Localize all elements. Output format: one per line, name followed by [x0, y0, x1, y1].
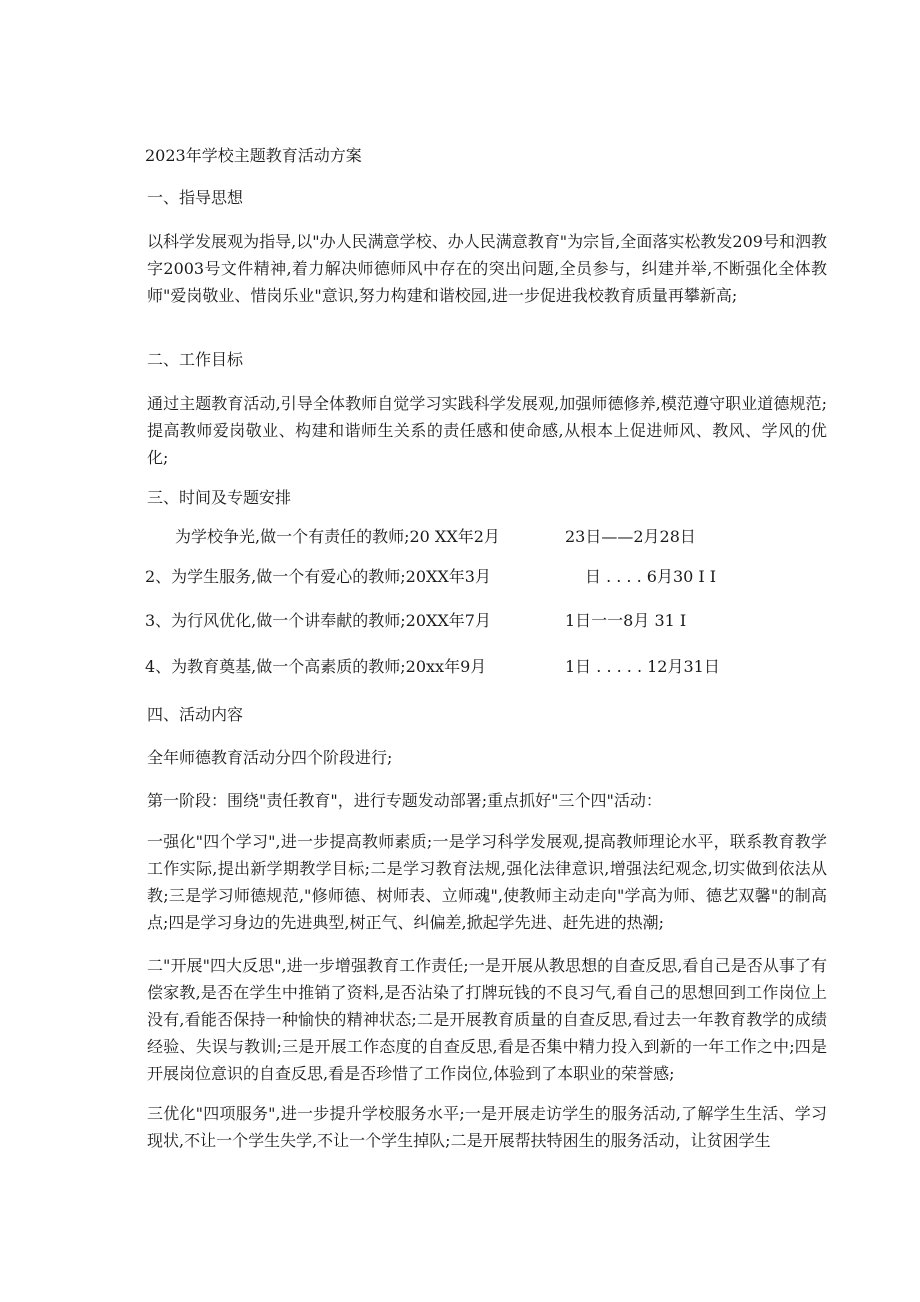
- schedule-topic: 3、为行风优化,做一个讲奉献的教师;20XX年7月: [145, 611, 491, 630]
- schedule-topic: 为学校争光,做一个有责任的教师;20 XX年2月: [175, 527, 500, 546]
- paragraph-text: 以科学发展观为指导,以"办人民满意学校、办人民满意教育"为宗旨,全面落实松教发209号和泗教字2003号文件精神,着力解决师德师风中存在的突出问题,全员参与，纠建并举,不断强化全体教师"爱岗敬业、惜岗乐业"意识,努力构建和谐校园,进一步促进我校教育质量再攀新高;: [147, 232, 827, 305]
- paragraph-text: 三优化"四项服务",进一步提升学校服务水平;一是开展走访学生的服务活动,了解学生生活、学习现状,不让一个学生失学,不让一个学生掉队;二是开展帮扶特困生的服务活动，让贫困学生: [147, 1104, 827, 1150]
- section-heading-activity-content: 四、活动内容: [147, 705, 244, 724]
- paragraph-four-reflections: [147, 952, 827, 1087]
- schedule-topic: 4、为教育奠基,做一个高素质的教师;20xx年9月: [145, 657, 487, 676]
- document-title: 2023年学校主题教育活动方案: [145, 146, 362, 165]
- paragraph-stage-one: 第一阶段：围绕"责任教育"，进行专题发动部署;重点抓好"三个四"活动：: [147, 791, 662, 810]
- paragraph-guiding-thought: [147, 228, 827, 309]
- schedule-dates: 1日一一8月 31 I: [565, 611, 687, 630]
- paragraph-text: 二"开展"四大反思",进一步增强教育工作责任;一是开展从教思想的自查反思,看自己是否从事了有偿家教,是否在学生中推销了资料,是否沾染了打牌玩钱的不良习气,看自己的思想回到工作岗位上没有,看能否保持一种愉快的精神状态;二是开展教育质量的自查反思,看过去一年教育教学的成绩经验、失误与教训;三是开展工作态度的自查反思,看是否集中精力投入到新的一年工作之中;四是开展岗位意识的自查反思,看是否珍惜了工作岗位,体验到了本职业的荣誉感;: [147, 956, 827, 1083]
- section-heading-schedule: 三、时间及专题安排: [147, 488, 292, 507]
- schedule-dates: 日 . . . . 6月30 I I: [585, 567, 717, 586]
- schedule-row: [175, 526, 875, 548]
- section-heading-guiding-thought: 一、指导思想: [147, 188, 244, 207]
- schedule-topic: 2、为学生服务,做一个有爱心的教师;20XX年3月: [145, 567, 491, 586]
- paragraph-activity-intro: 全年师德教育活动分四个阶段进行;: [147, 748, 393, 767]
- schedule-dates: 1日 . . . . . 12月31日: [565, 657, 720, 676]
- paragraph-four-studies: [147, 828, 827, 936]
- section-heading-work-goal: 二、工作目标: [147, 350, 244, 369]
- schedule-dates: 23日——2月28日: [565, 527, 696, 546]
- paragraph-text: 一强化"四个学习",进一步提高教师素质;一是学习科学发展观,提高教师理论水平，联系教育教学工作实际,提出新学期教学目标;二是学习教育法规,强化法律意识,增强法纪观念,切实做到依法从教;三是学习师德规范,"修师德、树师表、立师魂",使教师主动走向"学高为师、德艺双馨"的制高点;四是学习身边的先进典型,树正气、纠偏差,掀起学先进、赶先进的热潮;: [147, 832, 827, 932]
- schedule-row: [145, 610, 845, 632]
- paragraph-four-services: [147, 1100, 827, 1154]
- schedule-row: [145, 566, 845, 588]
- paragraph-work-goal: [147, 390, 827, 471]
- schedule-row: [145, 656, 845, 678]
- paragraph-text: 通过主题教育活动,引导全体教师自觉学习实践科学发展观,加强师德修养,模范遵守职业道德规范;提高教师爱岗敬业、构建和谐师生关系的责任感和使命感,从根本上促进师风、教风、学风的优化;: [147, 394, 827, 467]
